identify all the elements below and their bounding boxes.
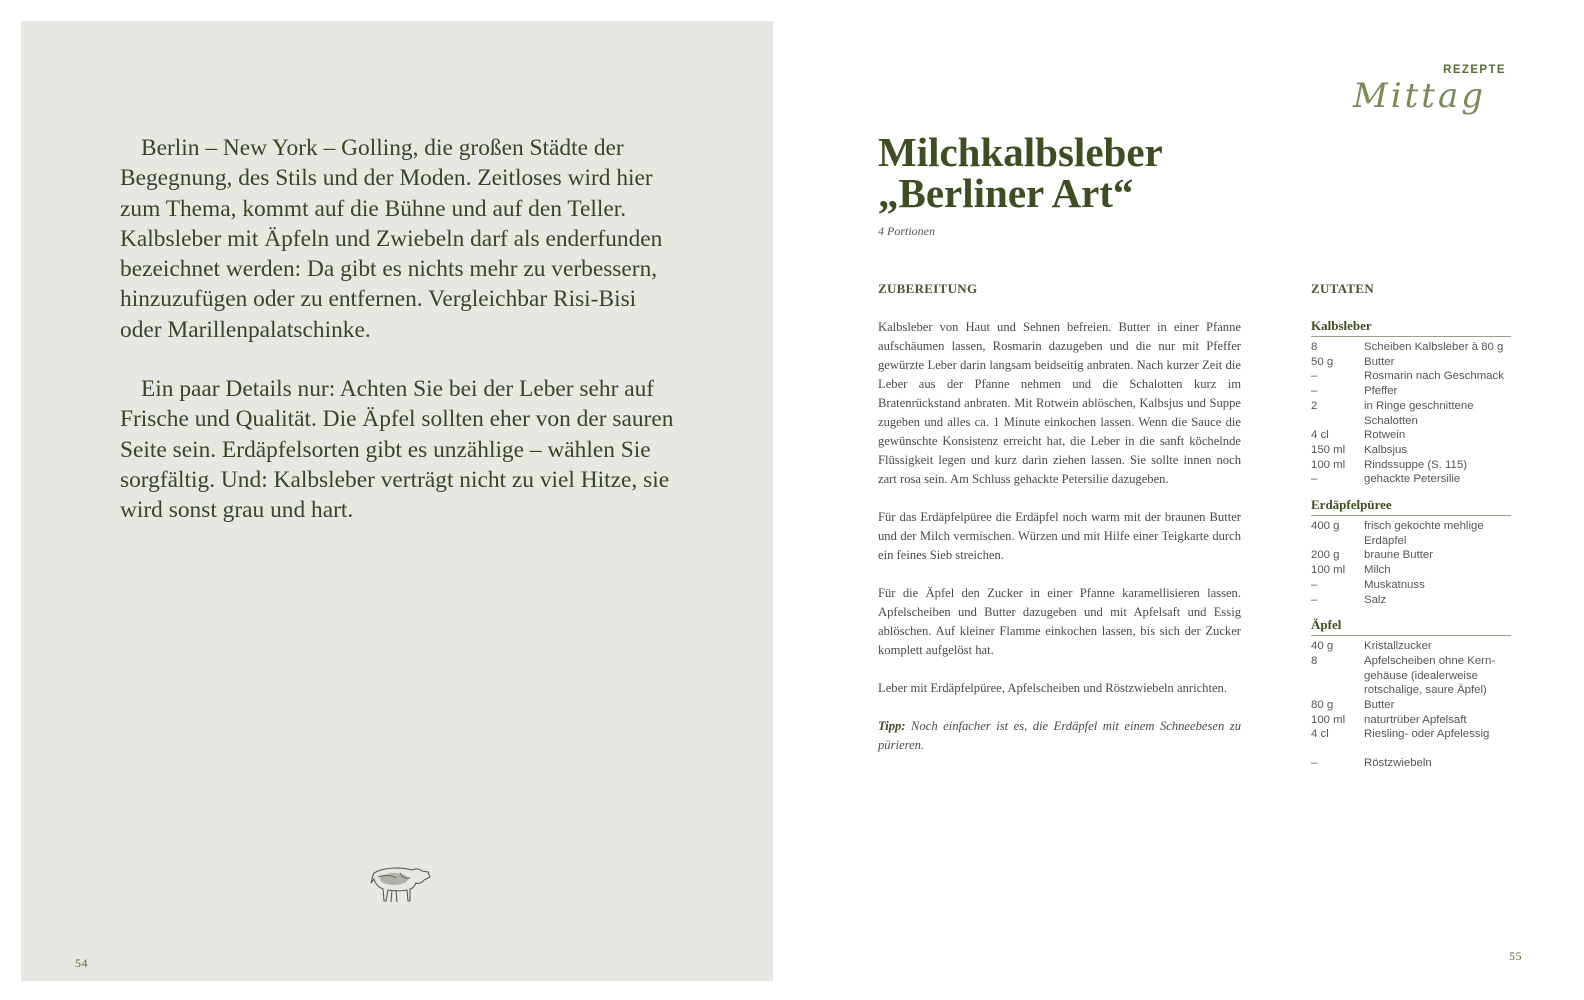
- ingredients-heading: ZUTATEN: [1311, 281, 1375, 296]
- ingredient-row: [1311, 519, 1511, 548]
- recipe-title-line-1: Milchkalbsleber: [878, 129, 1163, 175]
- ingredient-qty: –: [1311, 578, 1318, 591]
- ingredient-qty: –: [1311, 473, 1318, 486]
- ingredient-qty: 50 g: [1311, 355, 1334, 368]
- ingredient-qty: –: [1311, 385, 1318, 398]
- ingredient-qty: 400 g: [1311, 520, 1340, 533]
- preparation-text: [878, 318, 1241, 774]
- ingredient-qty: 100 ml: [1311, 713, 1346, 726]
- ingredient-name: Butter: [1364, 355, 1395, 368]
- ingredient-row: [1311, 399, 1511, 428]
- ingredient-row: [1311, 340, 1511, 355]
- intro-paragraph-1: Berlin – New York – Golling, die großen Städte der Begegnung, des Stils und der Moden. Zeitloses wird hier zum Thema, kommt auf die Bühne und auf den Teller. Kalbsleber mit Äpfeln und Zwiebeln darf als enderfunden bezeichnet werden: Da gibt es nichts mehr zu verbessern, hinzuzufügen oder zu entfernen. Vergleichbar Risi-Bisi oder Marillenpalatschinke.: [120, 135, 663, 343]
- ingredient-row: [1311, 713, 1511, 728]
- ingredient-qty: 150 ml: [1311, 443, 1346, 456]
- ingredient-row: [1311, 472, 1511, 487]
- ingredient-row: [1311, 443, 1511, 458]
- ingredient-name: Rotwein: [1364, 429, 1406, 442]
- ingredient-group-title: Erdäpfelpüree: [1311, 497, 1511, 516]
- preparation-step-1: Kalbsleber von Haut und Sehnen befreien. Butter in einer Pfanne aufschäumen lassen, Rosmarin dazugeben und die nur mit Pfeffer gewürzte Leber darin langsam beidseitig anbraten. Nach kurzer Zeit die Leber aus der Pfanne nehmen und die Schalotten kurz im Bratenrückstand anbraten. Mit Rotwein ablöschen, Kalbsjus und Suppe zugeben und alles ca. 1 Minute einkochen lassen. Wenn die Sauce die gewünschte Konsistenz erreicht hat, die Leber in die sanft köchelnde Flüssigkeit legen und kurz darin ziehen lassen. Sie sollte innen noch zart rosa sein. Am Schluss gehackte Petersilie dazugeben.: [878, 320, 1241, 486]
- ingredient-qty: 8: [1311, 341, 1318, 353]
- ingredient-row: [1311, 458, 1511, 473]
- ingredient-qty: –: [1311, 593, 1318, 606]
- tip-label: Tipp:: [878, 719, 906, 733]
- ingredient-qty: 100 ml: [1311, 458, 1346, 471]
- ingredient-row: [1311, 369, 1511, 384]
- ingredient-row: [1311, 563, 1511, 578]
- ingredient-name: Butter: [1364, 699, 1395, 712]
- section-label: REZEPTE: [1443, 64, 1506, 76]
- ingredient-name: frisch gekochte mehlige Erdäpfel: [1364, 520, 1484, 547]
- ingredient-row: [1311, 639, 1511, 654]
- ingredient-row: [1311, 428, 1511, 443]
- ingredient-row: [1311, 593, 1511, 608]
- ingredient-row: [1311, 578, 1511, 593]
- tip: [878, 717, 1241, 755]
- ingredient-qty: 4 cl: [1311, 429, 1329, 442]
- ingredient-group-erdaepfelpueree: [1311, 497, 1511, 607]
- left-page: [21, 21, 773, 981]
- ingredient-row: [1311, 727, 1511, 742]
- intro-text: [120, 133, 680, 555]
- ingredient-name: Rindssuppe (S. 115): [1364, 458, 1467, 471]
- ingredient-name: Röstzwiebeln: [1364, 757, 1432, 770]
- calf-illustration: [366, 859, 432, 905]
- ingredient-name: in Ringe geschnittene Schalotten: [1364, 399, 1474, 427]
- recipe-title: [878, 129, 1163, 216]
- ingredient-group-title: Äpfel: [1311, 617, 1511, 636]
- recipe-title-line-2: „Berliner Art“: [878, 170, 1134, 216]
- ingredient-name: Apfelscheiben ohne Kerngehäuse (idealerweise rotschalige, saure Äpfel): [1364, 654, 1496, 697]
- ingredient-name: Kalbsjus: [1364, 443, 1408, 456]
- ingredient-name: naturtrüber Apfelsaft: [1364, 713, 1467, 726]
- ingredient-qty: 8: [1311, 654, 1318, 667]
- ingredient-row: [1311, 548, 1511, 563]
- ingredient-group-kalbsleber: [1311, 318, 1511, 487]
- ingredient-qty: 100 ml: [1311, 564, 1346, 577]
- ingredient-qty: 2: [1311, 399, 1318, 412]
- tip-text: Noch einfacher ist es, die Erdäpfel mit einem Schneebesen zu pürieren.: [878, 719, 1241, 752]
- ingredient-name: Pfeffer: [1364, 385, 1398, 398]
- ingredient-row: [1311, 355, 1511, 370]
- ingredient-qty: 200 g: [1311, 549, 1340, 562]
- portions: 4 Portionen: [878, 224, 935, 238]
- ingredient-qty: –: [1311, 370, 1318, 383]
- preparation-step-4: Leber mit Erdäpfelpüree, Apfelscheiben und Röstzwiebeln anrichten.: [878, 681, 1227, 695]
- ingredients-list: [1311, 318, 1511, 771]
- ingredient-row: [1311, 654, 1511, 698]
- preparation-step-2: Für das Erdäpfelpüree die Erdäpfel noch warm mit der braunen Butter und der Milch vermischen. Würzen und mit Hilfe einer Teigkarte durch ein feines Sieb streichen.: [878, 510, 1241, 562]
- ingredient-name: Scheiben Kalbsleber à 80 g: [1364, 341, 1504, 353]
- ingredient-name: Riesling- oder Apfelessig: [1364, 728, 1490, 741]
- ingredient-name: gehackte Petersilie: [1364, 473, 1461, 486]
- ingredient-group-aepfel: [1311, 617, 1511, 742]
- section-script-label: Mittag: [1352, 76, 1486, 116]
- ingredient-name: Rosmarin nach Geschmack: [1364, 370, 1504, 383]
- ingredient-row-extra: [1311, 756, 1511, 771]
- ingredient-name: Kristallzucker: [1364, 640, 1432, 653]
- ingredient-qty: –: [1311, 757, 1318, 770]
- preparation-step-3: Für die Äpfel den Zucker in einer Pfanne karamellisieren lassen. Apfelscheiben und Butter dazugeben und mit Apfelsaft und Essig ablöschen. Auf kleiner Flamme einkochen lassen, bis sich der Zucker komplett aufgelöst hat.: [878, 586, 1241, 657]
- ingredient-name: braune Butter: [1364, 549, 1434, 562]
- page-number-left: 54: [75, 956, 88, 970]
- ingredient-name: Salz: [1364, 593, 1387, 606]
- ingredient-name: Muskatnuss: [1364, 578, 1425, 591]
- ingredient-row: [1311, 698, 1511, 713]
- ingredient-group-title: Kalbsleber: [1311, 318, 1511, 337]
- ingredient-name: Milch: [1364, 564, 1391, 577]
- ingredient-row: [1311, 384, 1511, 399]
- page-number-right: 55: [1509, 949, 1522, 963]
- ingredient-qty: 4 cl: [1311, 728, 1329, 741]
- ingredient-qty: 40 g: [1311, 640, 1334, 653]
- preparation-heading: ZUBEREITUNG: [878, 281, 978, 296]
- ingredient-qty: 80 g: [1311, 699, 1334, 712]
- intro-paragraph-2: Ein paar Details nur: Achten Sie bei der Leber sehr auf Frische und Qualität. Die Äpfel sollten eher von der sauren Seite sein. Erdäpfelsorten gibt es unzählige – wählen Sie sorgfältig. Und: Kalbsleber verträgt nicht zu viel Hitze, sie wird sonst grau und hart.: [120, 376, 674, 524]
